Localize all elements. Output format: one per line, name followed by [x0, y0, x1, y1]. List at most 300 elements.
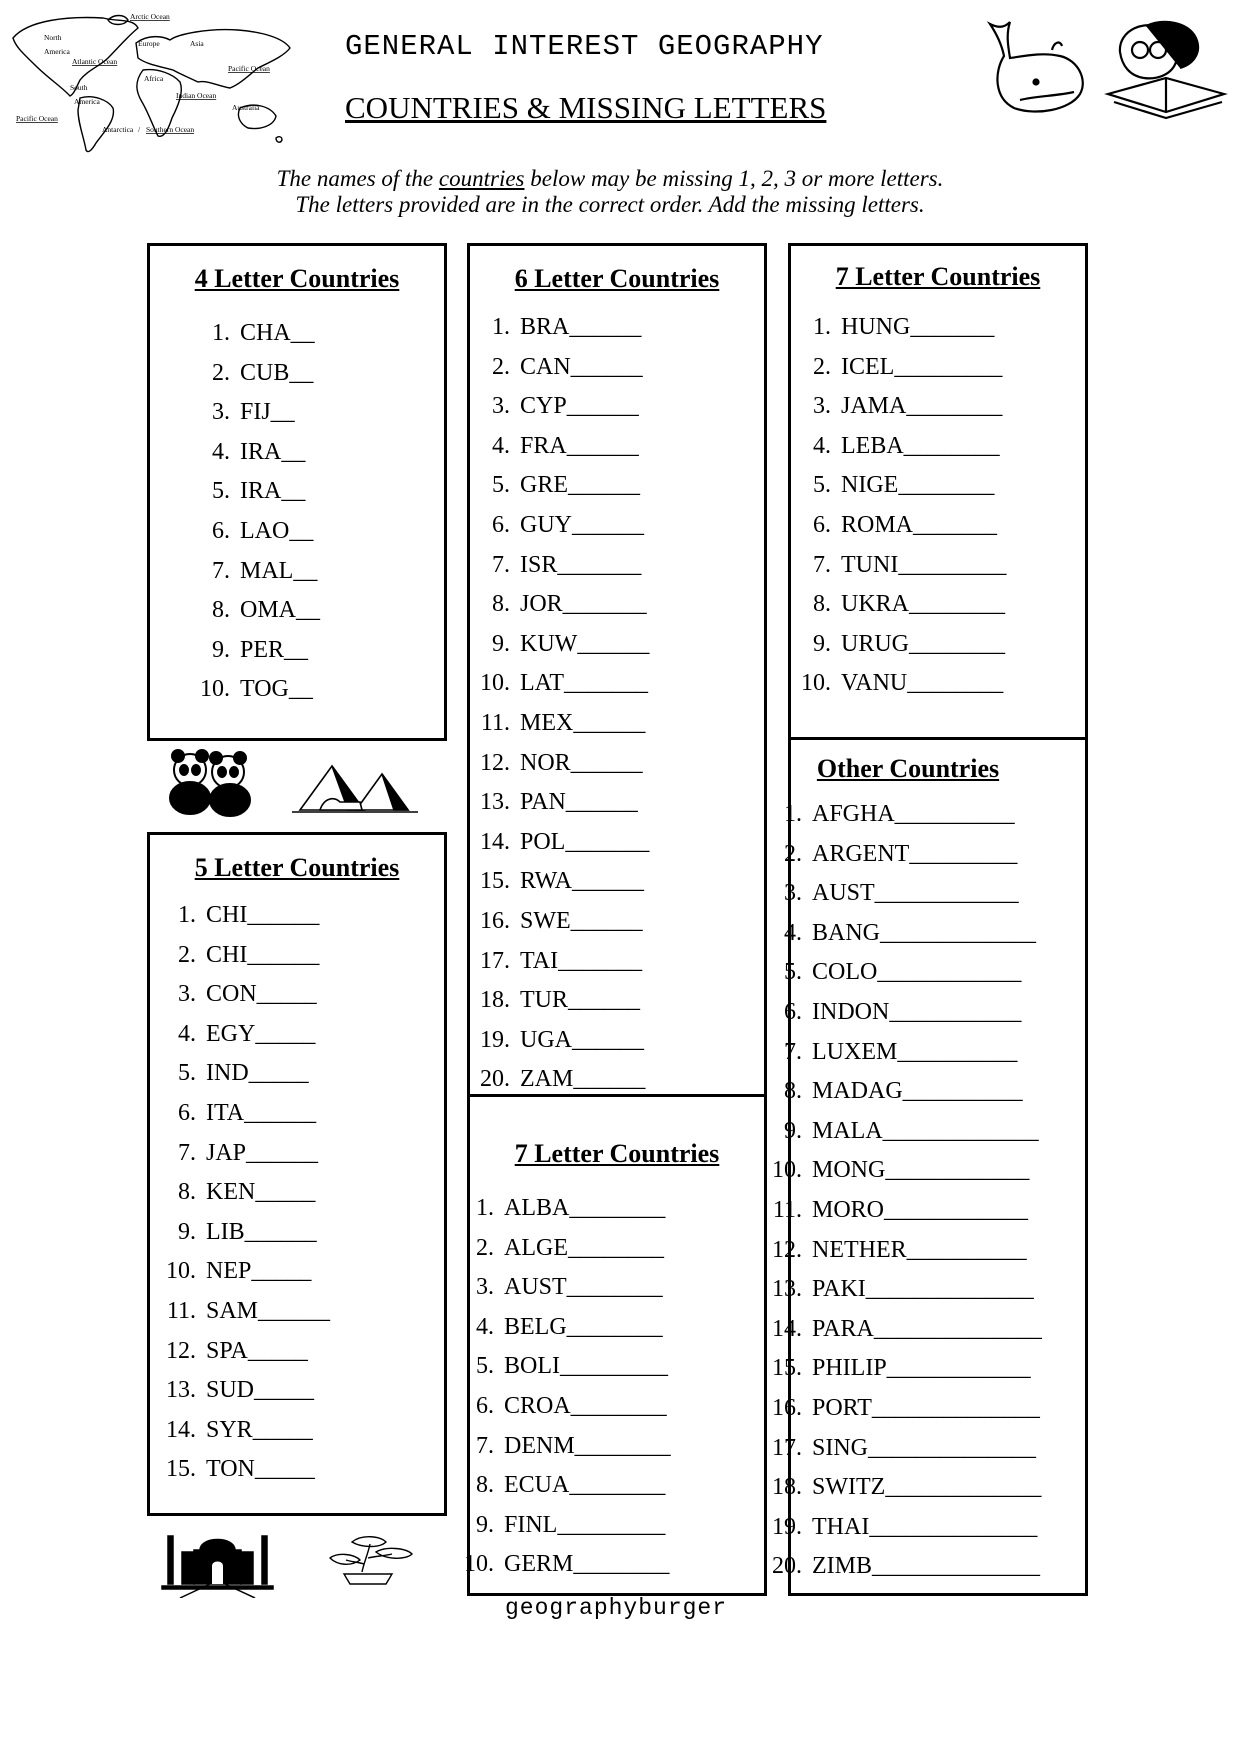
list-item: [190, 354, 320, 394]
item-text: PORT______________: [812, 1394, 1040, 1421]
list-item: [156, 896, 330, 936]
item-number: 15.: [772, 1355, 802, 1382]
box-4-letter: [147, 243, 447, 741]
item-text: LIB______: [206, 1218, 317, 1245]
item-text: PARA______________: [812, 1315, 1042, 1342]
item-number: 9.: [178, 1218, 196, 1245]
item-number: 4.: [784, 919, 802, 946]
item-text: CHI______: [206, 941, 320, 968]
list-item: [470, 427, 649, 467]
item-number: 10.: [200, 676, 230, 703]
item-text: UKRA________: [841, 591, 1006, 618]
item-text: BOLI_________: [504, 1353, 668, 1380]
item-number: 5.: [476, 1353, 494, 1380]
item-number: 3.: [492, 393, 510, 420]
item-number: 3.: [178, 981, 196, 1008]
box-7-letter-a-list: [791, 308, 1006, 704]
world-map-icon: [8, 8, 313, 158]
item-number: 7.: [178, 1139, 196, 1166]
item-text: LAT_______: [520, 670, 648, 697]
instructions-line-2: The letters provided are in the correct order. Add the missing letters.: [295, 192, 925, 217]
list-item: [156, 1094, 330, 1134]
item-number: 6.: [784, 998, 802, 1025]
item-text: CHI______: [206, 902, 320, 928]
instructions-emphasis: countries: [438, 166, 525, 191]
item-text: AUST____________: [812, 880, 1019, 907]
item-text: ITA______: [206, 1099, 317, 1126]
item-text: LUXEM__________: [812, 1038, 1018, 1065]
list-item: [156, 1292, 330, 1332]
item-number: 5.: [212, 478, 230, 505]
box-other-list: [762, 795, 1042, 1587]
item-number: 8.: [784, 1078, 802, 1105]
item-number: 17.: [772, 1434, 802, 1461]
svg-text:Antarctica: Antarctica: [102, 125, 134, 134]
item-number: 3.: [476, 1274, 494, 1301]
list-item: [762, 1033, 1042, 1073]
item-text: BELG________: [504, 1313, 663, 1340]
item-text: SING______________: [812, 1434, 1037, 1461]
item-text: TOG__: [240, 676, 313, 703]
document-subtitle: COUNTRIES & MISSING LETTERS: [345, 90, 827, 125]
list-item: [156, 1015, 330, 1055]
list-item: [791, 585, 1006, 625]
list-item: [470, 308, 649, 348]
item-number: 3.: [212, 399, 230, 426]
item-number: 10.: [801, 670, 831, 697]
list-item: [762, 914, 1042, 954]
item-text: TUNI_________: [841, 551, 1007, 578]
item-number: 14.: [772, 1315, 802, 1342]
list-item: [791, 348, 1006, 388]
item-number: 20.: [772, 1553, 802, 1580]
list-item: [156, 1173, 330, 1213]
item-text: TUR______: [520, 987, 640, 1014]
list-item: [470, 942, 649, 982]
item-text: ALBA________: [504, 1195, 666, 1221]
item-text: IRA__: [240, 438, 306, 465]
list-item: [470, 664, 649, 704]
item-number: 1.: [476, 1195, 494, 1221]
reading-person-icon: [1100, 12, 1232, 122]
item-number: 8.: [476, 1472, 494, 1499]
list-item: [762, 874, 1042, 914]
item-text: ZAM______: [520, 1066, 646, 1093]
list-item: [454, 1387, 671, 1427]
item-text: MAL__: [240, 557, 318, 584]
item-text: SPA_____: [206, 1337, 308, 1364]
box-4-letter-list: [190, 314, 320, 710]
list-item: [470, 902, 649, 942]
item-text: CAN______: [520, 353, 643, 380]
list-item: [762, 1231, 1042, 1271]
item-text: ZIMB______________: [812, 1553, 1040, 1580]
list-item: [791, 664, 1006, 704]
item-text: NETHER__________: [812, 1236, 1027, 1263]
list-item: [762, 953, 1042, 993]
list-item: [762, 1072, 1042, 1112]
item-text: IRA__: [240, 478, 306, 505]
list-item: [454, 1347, 671, 1387]
item-number: 12.: [772, 1236, 802, 1263]
svg-text:Atlantic Ocean: Atlantic Ocean: [72, 57, 118, 66]
item-text: FINL_________: [504, 1511, 666, 1538]
item-number: 4.: [813, 432, 831, 459]
item-text: SWITZ_____________: [812, 1474, 1042, 1501]
list-item: [791, 387, 1006, 427]
item-number: 9.: [784, 1117, 802, 1144]
svg-text:Europe: Europe: [138, 39, 160, 48]
item-number: 15.: [166, 1456, 196, 1483]
list-item: [454, 1427, 671, 1467]
list-item: [470, 625, 649, 665]
item-number: 16.: [772, 1394, 802, 1421]
list-item: [156, 1332, 330, 1372]
list-item: [762, 1112, 1042, 1152]
item-text: ISR_______: [520, 551, 642, 578]
item-text: PER__: [240, 636, 309, 663]
svg-text:Asia: Asia: [190, 39, 204, 48]
list-item: [454, 1189, 671, 1229]
box-5-letter-title: 5 Letter Countries: [194, 853, 400, 882]
item-number: 10.: [166, 1258, 196, 1285]
item-text: FRA______: [520, 432, 639, 459]
item-number: 11.: [772, 1196, 802, 1223]
box-6-letter: [467, 243, 767, 1097]
svg-text:Arctic Ocean: Arctic Ocean: [130, 12, 170, 21]
item-number: 9.: [813, 630, 831, 657]
list-item: [470, 585, 649, 625]
item-number: 5.: [784, 959, 802, 986]
list-item: [190, 631, 320, 671]
item-text: ECUA________: [504, 1472, 666, 1499]
svg-text:Pacific Ocean: Pacific Ocean: [228, 64, 270, 73]
item-text: VANU________: [841, 670, 1004, 697]
list-item: [156, 1252, 330, 1292]
item-text: FIJ__: [240, 399, 295, 426]
item-text: NOR______: [520, 749, 643, 776]
item-text: CUB__: [240, 359, 314, 386]
list-item: [762, 1389, 1042, 1429]
box-4-letter-title: 4 Letter Countries: [194, 264, 400, 293]
list-item: [470, 546, 649, 586]
svg-text:Australia: Australia: [232, 103, 260, 112]
list-item: [190, 591, 320, 631]
list-item: [156, 1371, 330, 1411]
list-item: [762, 835, 1042, 875]
list-item: [470, 387, 649, 427]
list-item: [454, 1545, 671, 1585]
list-item: [190, 433, 320, 473]
item-text: TON_____: [206, 1456, 315, 1483]
item-number: 5.: [813, 472, 831, 499]
bonsai-tree-icon: [322, 1528, 418, 1588]
svg-text:Southern Ocean: Southern Ocean: [146, 125, 195, 134]
item-text: MEX______: [520, 709, 646, 736]
whale-icon: [980, 12, 1090, 122]
list-item: [470, 783, 649, 823]
item-number: 9.: [476, 1511, 494, 1538]
item-text: LAO__: [240, 517, 314, 544]
item-text: GRE______: [520, 472, 640, 499]
item-text: SUD_____: [206, 1377, 315, 1404]
item-number: 6.: [212, 517, 230, 544]
box-7-letter-b: [464, 1094, 767, 1596]
svg-text:Pacific Ocean: Pacific Ocean: [16, 114, 58, 123]
item-text: CROA________: [504, 1392, 667, 1419]
box-6-letter-list: [470, 308, 649, 1100]
item-number: 2.: [492, 353, 510, 380]
item-text: NEP_____: [206, 1258, 312, 1285]
list-item: [762, 1547, 1042, 1587]
item-number: 2.: [813, 353, 831, 380]
box-5-letter: [147, 832, 447, 1516]
item-number: 7.: [813, 551, 831, 578]
item-number: 14.: [480, 828, 510, 855]
item-number: 11.: [480, 709, 510, 736]
taj-mahal-icon: [160, 1522, 275, 1598]
item-number: 5.: [492, 472, 510, 499]
item-number: 7.: [476, 1432, 494, 1459]
item-text: KEN_____: [206, 1179, 316, 1206]
svg-text:Indian Ocean: Indian Ocean: [176, 91, 217, 100]
list-item: [470, 744, 649, 784]
list-item: [470, 981, 649, 1021]
item-number: 2.: [178, 941, 196, 968]
item-text: AFGHA__________: [812, 801, 1015, 827]
item-number: 18.: [772, 1474, 802, 1501]
item-text: PHILIP____________: [812, 1355, 1031, 1382]
item-text: URUG________: [841, 630, 1006, 657]
pyramids-sphinx-icon: [290, 748, 420, 818]
list-item: [762, 1191, 1042, 1231]
item-number: 1.: [178, 902, 196, 928]
list-item: [470, 506, 649, 546]
list-item: [156, 1213, 330, 1253]
item-number: 1.: [813, 314, 831, 340]
item-text: OMA__: [240, 597, 321, 624]
list-item: [762, 1349, 1042, 1389]
item-number: 20.: [480, 1066, 510, 1093]
item-number: 9.: [492, 630, 510, 657]
item-number: 8.: [492, 591, 510, 618]
item-number: 12.: [166, 1337, 196, 1364]
list-item: [762, 1270, 1042, 1310]
item-text: IND_____: [206, 1060, 309, 1087]
item-text: GUY______: [520, 511, 644, 538]
item-number: 6.: [813, 511, 831, 538]
list-item: [454, 1268, 671, 1308]
list-item: [156, 1054, 330, 1094]
list-item: [762, 1429, 1042, 1469]
item-text: MORO____________: [812, 1196, 1029, 1223]
item-text: JAP______: [206, 1139, 319, 1166]
item-number: 10.: [480, 670, 510, 697]
list-item: [156, 1411, 330, 1451]
list-item: [190, 314, 320, 354]
svg-text:North: North: [44, 33, 62, 42]
item-text: HUNG_______: [841, 314, 995, 340]
item-number: 1.: [784, 801, 802, 827]
item-number: 2.: [476, 1234, 494, 1261]
item-text: INDON___________: [812, 998, 1022, 1025]
list-item: [762, 795, 1042, 835]
item-number: 7.: [784, 1038, 802, 1065]
list-item: [791, 466, 1006, 506]
item-text: UGA______: [520, 1026, 644, 1053]
list-item: [791, 506, 1006, 546]
list-item: [454, 1308, 671, 1348]
list-item: [190, 552, 320, 592]
item-number: 16.: [480, 907, 510, 934]
item-text: POL_______: [520, 828, 650, 855]
item-text: PAN______: [520, 789, 638, 816]
item-number: 19.: [772, 1513, 802, 1540]
list-item: [156, 1134, 330, 1174]
box-7-letter-b-list: [454, 1189, 671, 1585]
list-item: [762, 1468, 1042, 1508]
instructions-line-1: The names of the countries below may be missing 1, 2, 3 or more letters.: [276, 166, 944, 191]
item-text: TAI_______: [520, 947, 643, 974]
item-number: 11.: [166, 1297, 196, 1324]
item-text: SWE______: [520, 907, 643, 934]
item-number: 3.: [784, 880, 802, 907]
box-5-letter-list: [156, 896, 330, 1490]
item-number: 6.: [476, 1392, 494, 1419]
item-number: 10.: [464, 1551, 494, 1578]
footer-credit: geographyburger: [505, 1595, 728, 1621]
item-number: 13.: [480, 789, 510, 816]
item-text: SAM______: [206, 1297, 331, 1324]
item-text: JOR_______: [520, 591, 647, 618]
item-text: BANG_____________: [812, 919, 1037, 946]
item-number: 13.: [772, 1276, 802, 1303]
list-item: [454, 1506, 671, 1546]
item-text: GERM________: [504, 1551, 670, 1578]
box-other: [772, 737, 1088, 1596]
list-item: [454, 1229, 671, 1269]
svg-text:/: /: [138, 125, 141, 134]
item-text: ALGE________: [504, 1234, 664, 1261]
item-number: 3.: [813, 393, 831, 420]
box-6-letter-title: 6 Letter Countries: [514, 264, 720, 293]
item-text: MALA_____________: [812, 1117, 1039, 1144]
item-number: 8.: [178, 1179, 196, 1206]
item-number: 7.: [212, 557, 230, 584]
item-text: THAI______________: [812, 1513, 1038, 1540]
item-text: EGY_____: [206, 1020, 316, 1047]
item-text: ARGENT_________: [812, 840, 1018, 867]
item-number: 9.: [212, 636, 230, 663]
item-text: BRA______: [520, 314, 642, 340]
item-number: 18.: [480, 987, 510, 1014]
list-item: [791, 546, 1006, 586]
item-number: 10.: [772, 1157, 802, 1184]
svg-text:America: America: [44, 47, 70, 56]
list-item: [791, 625, 1006, 665]
item-number: 4.: [178, 1020, 196, 1047]
item-number: 7.: [492, 551, 510, 578]
item-number: 4.: [492, 432, 510, 459]
item-number: 6.: [178, 1099, 196, 1126]
list-item: [470, 862, 649, 902]
item-text: ROMA_______: [841, 511, 998, 538]
item-number: 1.: [492, 314, 510, 340]
list-item: [762, 1151, 1042, 1191]
list-item: [190, 472, 320, 512]
list-item: [190, 512, 320, 552]
item-text: SYR_____: [206, 1416, 313, 1443]
item-number: 2.: [212, 359, 230, 386]
list-item: [762, 1508, 1042, 1548]
item-text: PAKI______________: [812, 1276, 1034, 1303]
item-text: AUST________: [504, 1274, 663, 1301]
list-item: [470, 704, 649, 744]
list-item: [791, 308, 1006, 348]
item-text: CYP______: [520, 393, 639, 420]
list-item: [762, 1310, 1042, 1350]
item-number: 19.: [480, 1026, 510, 1053]
item-number: 2.: [784, 840, 802, 867]
list-item: [470, 348, 649, 388]
item-number: 14.: [166, 1416, 196, 1443]
item-number: 5.: [178, 1060, 196, 1087]
list-item: [156, 936, 330, 976]
list-item: [454, 1466, 671, 1506]
item-number: 4.: [212, 438, 230, 465]
item-number: 8.: [212, 597, 230, 624]
list-item: [762, 993, 1042, 1033]
list-item: [190, 670, 320, 710]
list-item: [791, 427, 1006, 467]
list-item: [156, 975, 330, 1015]
list-item: [156, 1450, 330, 1490]
item-number: 6.: [492, 511, 510, 538]
item-number: 4.: [476, 1313, 494, 1340]
item-text: CHA__: [240, 320, 315, 346]
box-7-letter-a: [788, 243, 1088, 740]
item-text: MADAG__________: [812, 1078, 1023, 1105]
item-text: KUW______: [520, 630, 650, 657]
item-text: MONG____________: [812, 1157, 1030, 1184]
item-text: DENM________: [504, 1432, 671, 1459]
item-text: JAMA________: [841, 393, 1003, 420]
list-item: [470, 1021, 649, 1061]
item-text: CON_____: [206, 981, 317, 1008]
document-title: GENERAL INTEREST GEOGRAPHY: [345, 30, 824, 63]
list-item: [470, 466, 649, 506]
svg-text:South: South: [70, 83, 88, 92]
item-text: NIGE________: [841, 472, 995, 499]
item-number: 15.: [480, 868, 510, 895]
list-item: [470, 823, 649, 863]
svg-text:Africa: Africa: [144, 74, 164, 83]
item-number: 8.: [813, 591, 831, 618]
box-7-letter-a-title: 7 Letter Countries: [835, 262, 1041, 291]
item-number: 17.: [480, 947, 510, 974]
pandas-icon: [160, 748, 260, 818]
item-text: ICEL_________: [841, 353, 1003, 380]
list-item: [190, 393, 320, 433]
item-text: RWA______: [520, 868, 645, 895]
item-number: 1.: [212, 320, 230, 346]
item-number: 12.: [480, 749, 510, 776]
box-7-letter-b-title: 7 Letter Countries: [514, 1139, 720, 1168]
box-other-title: Other Countries: [816, 754, 1000, 783]
svg-text:America: America: [74, 97, 100, 106]
item-text: COLO____________: [812, 959, 1022, 986]
item-number: 13.: [166, 1377, 196, 1404]
